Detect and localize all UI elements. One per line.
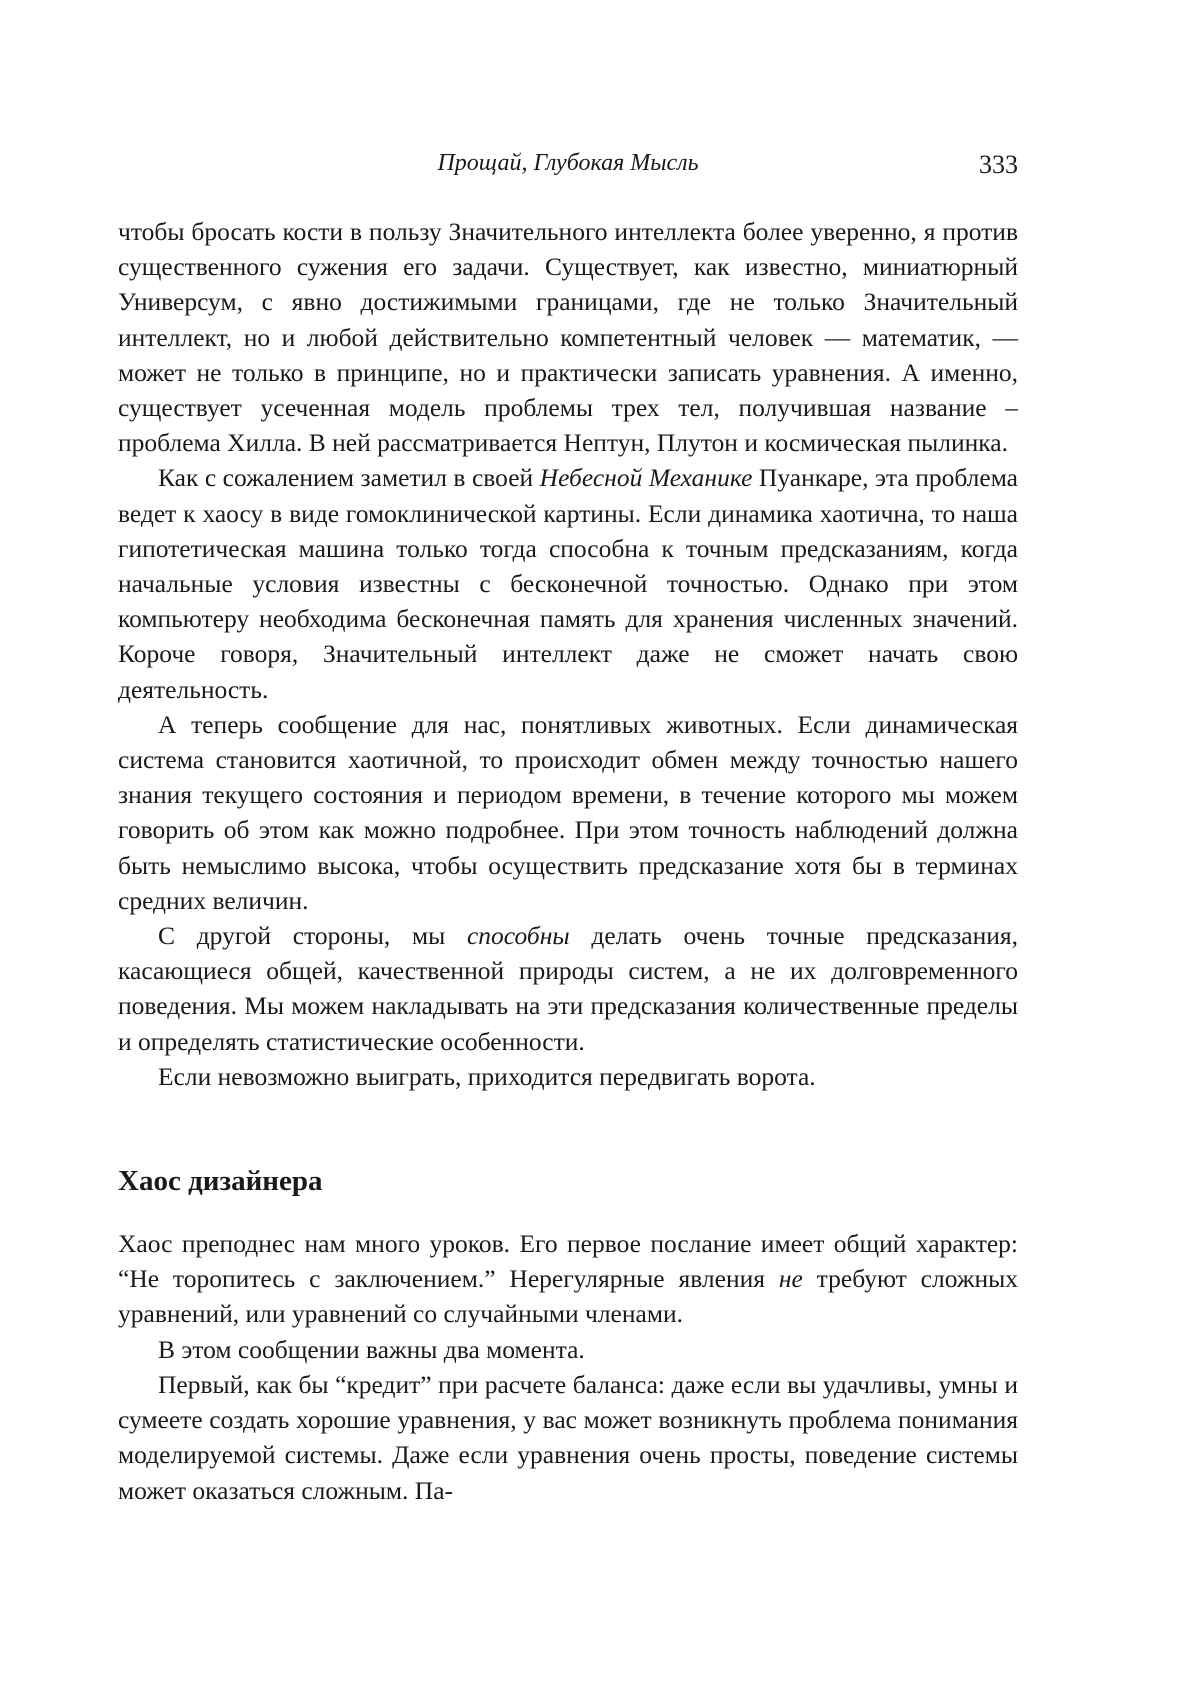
page-number: 333 xyxy=(979,150,1018,179)
paragraph-2-end: Пуанкаре, эта проблема ведет к хаосу в виде гомоклинической картины. Если динамика хаотична, то наша гипотетическая машина только тогда способна к точным предсказаниям, когда начальные условия известны с бесконечной точностью. Однако при этом компьютеру необходима бесконечная память для хранения численных значений. Короче говоря, Значительный интеллект даже не сможет начать свою деятельность. xyxy=(118,463,1018,704)
section-heading: Хаос дизайнера xyxy=(118,1165,323,1198)
paragraph-7: В этом сообщении важны два момента. xyxy=(158,1334,585,1364)
paragraph-8: Первый, как бы “кредит” при расчете баланса: даже если вы удачливы, умны и сумеете создать хорошие уравнения, у вас может возникнуть проблема понимания моделируемой системы. Даже если уравнения очень просты, поведение системы может оказаться сложным. Па- xyxy=(118,1369,1018,1505)
paragraph-4 xyxy=(118,918,1018,1059)
paragraph-4-end: делать очень точные предсказания, касающиеся общей, качественной природы систем, а не их долговременного поведения. Мы можем накладывать на эти предсказания количественные пределы и определять статистические особенности. xyxy=(118,921,1018,1056)
paragraph-6-end: требуют сложных уравнений, или уравнений со случайными членами. xyxy=(118,1264,1018,1329)
paragraph-2 xyxy=(118,460,1018,706)
paragraph-4-start: С другой стороны, мы xyxy=(158,921,467,951)
paragraph-6-emphasis: не xyxy=(778,1264,803,1294)
paragraph-6 xyxy=(118,1226,1018,1332)
paragraph-2-start: Как с сожалением заметил в своей xyxy=(158,463,540,493)
running-head xyxy=(118,150,1018,190)
book-page xyxy=(118,150,1018,1508)
body-text xyxy=(118,214,1018,1508)
running-title: Прощай, Глубокая Мысль xyxy=(437,150,699,176)
paragraph-1: чтобы бросать кости в пользу Значительного интеллекта более уверенно, я против существенного сужения его задачи. Существует, как известно, миниатюрный Универсум, с явно достижимыми границами, где не только Значительный интеллект, но и любой действительно компетентный человек — математик, — может не только в принципе, но и практически записать уравнения. А именно, существует усеченная модель проблемы трех тел, получившая название – проблема Хилла. В ней рассматривается Нептун, Плутон и космическая пылинка. xyxy=(118,217,1018,458)
paragraph-6-start: Хаос преподнес нам много уроков. Его первое послание имеет общий характер: “Не торопитесь с заключением.” Нерегулярные явления xyxy=(118,1229,1018,1294)
paragraph-5: Если невозможно выиграть, приходится передвигать ворота. xyxy=(158,1061,816,1091)
paragraph-3: А теперь сообщение для нас, понятливых животных. Если динамическая система становится хаотичной, то происходит обмен между точностью нашего знания текущего состояния и периодом времени, в течение которого мы можем говорить об этом как можно подробнее. При этом точность наблюдений должна быть немыслимо высока, чтобы осуществить предсказание хотя бы в терминах средних величин. xyxy=(118,709,1018,915)
paragraph-4-emphasis: способны xyxy=(466,921,570,951)
paragraph-2-book-title: Небесной Механике xyxy=(539,463,753,493)
